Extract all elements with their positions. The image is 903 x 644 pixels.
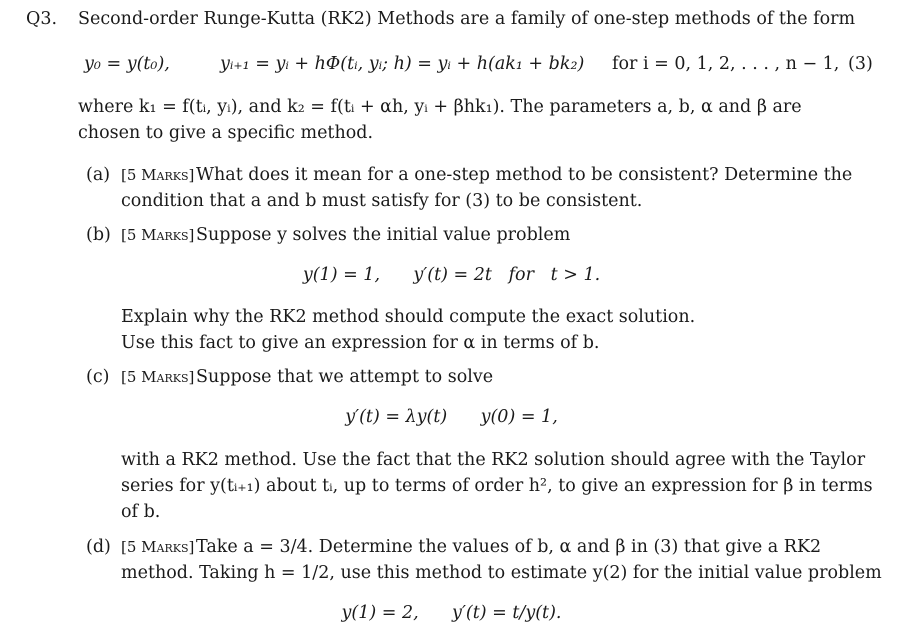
where-text-2: chosen to give a specific method. <box>78 123 374 143</box>
where-text: where k₁ = f(tᵢ, yᵢ), and k₂ = f(tᵢ + αh, yᵢ + βhk₁). The parameters a, b, α and β are <box>78 97 802 117</box>
part-a-text-2: condition that a and b must satisfy for (3) to be consistent. <box>121 191 643 211</box>
part-c-label: (c) <box>86 367 110 387</box>
part-b-label: (b) <box>86 225 111 245</box>
part-a-label: (a) <box>86 165 111 185</box>
part-b-equation: y(1) = 1, y′(t) = 2t for t > 1. <box>302 265 601 285</box>
part-b-text-2: Explain why the RK2 method should compute the exact solution. <box>121 307 696 327</box>
part-d-text: Take a = 3/4. Determine the values of b, α and β in (3) that give a RK2 <box>196 537 822 557</box>
part-c-text-2: with a RK2 method. Use the fact that the RK2 solution should agree with the Taylor <box>121 450 866 470</box>
part-c-text-3: series for y(tᵢ₊₁) about tᵢ, up to terms of order h², to give an expression for β in terms <box>121 476 873 496</box>
part-b-text: Suppose y solves the initial value problem <box>196 225 571 245</box>
part-c-text-4: of b. <box>121 502 161 522</box>
equation-number: (3) <box>848 54 873 74</box>
equation-initial: y₀ = y(t₀), <box>84 54 170 74</box>
part-b-text-3: Use this fact to give an expression for α in terms of b. <box>121 333 600 353</box>
question-intro: Second-order Runge-Kutta (RK2) Methods are a family of one-step methods of the form <box>78 9 856 29</box>
part-d-label: (d) <box>86 537 111 557</box>
part-b-marks: [5 Marks] <box>121 226 195 244</box>
equation-range: for i = 0, 1, 2, . . . , n − 1, <box>612 54 840 74</box>
part-a-marks: [5 Marks] <box>121 166 195 184</box>
part-d-marks: [5 Marks] <box>121 538 195 556</box>
part-c-equation: y′(t) = λy(t) y(0) = 1, <box>345 407 558 427</box>
part-c-text: Suppose that we attempt to solve <box>196 367 494 387</box>
part-d-text-2: method. Taking h = 1/2, use this method to estimate y(2) for the initial value problem <box>121 563 882 583</box>
question-number: Q3. <box>26 9 58 29</box>
equation-rk2: yᵢ₊₁ = yᵢ + hΦ(tᵢ, yᵢ; h) = yᵢ + h(ak₁ + bk₂) <box>220 54 585 74</box>
part-d-equation: y(1) = 2, y′(t) = t/y(t). <box>341 603 562 623</box>
part-c-marks: [5 Marks] <box>121 368 195 386</box>
part-a-text: What does it mean for a one-step method to be consistent? Determine the <box>196 165 853 185</box>
